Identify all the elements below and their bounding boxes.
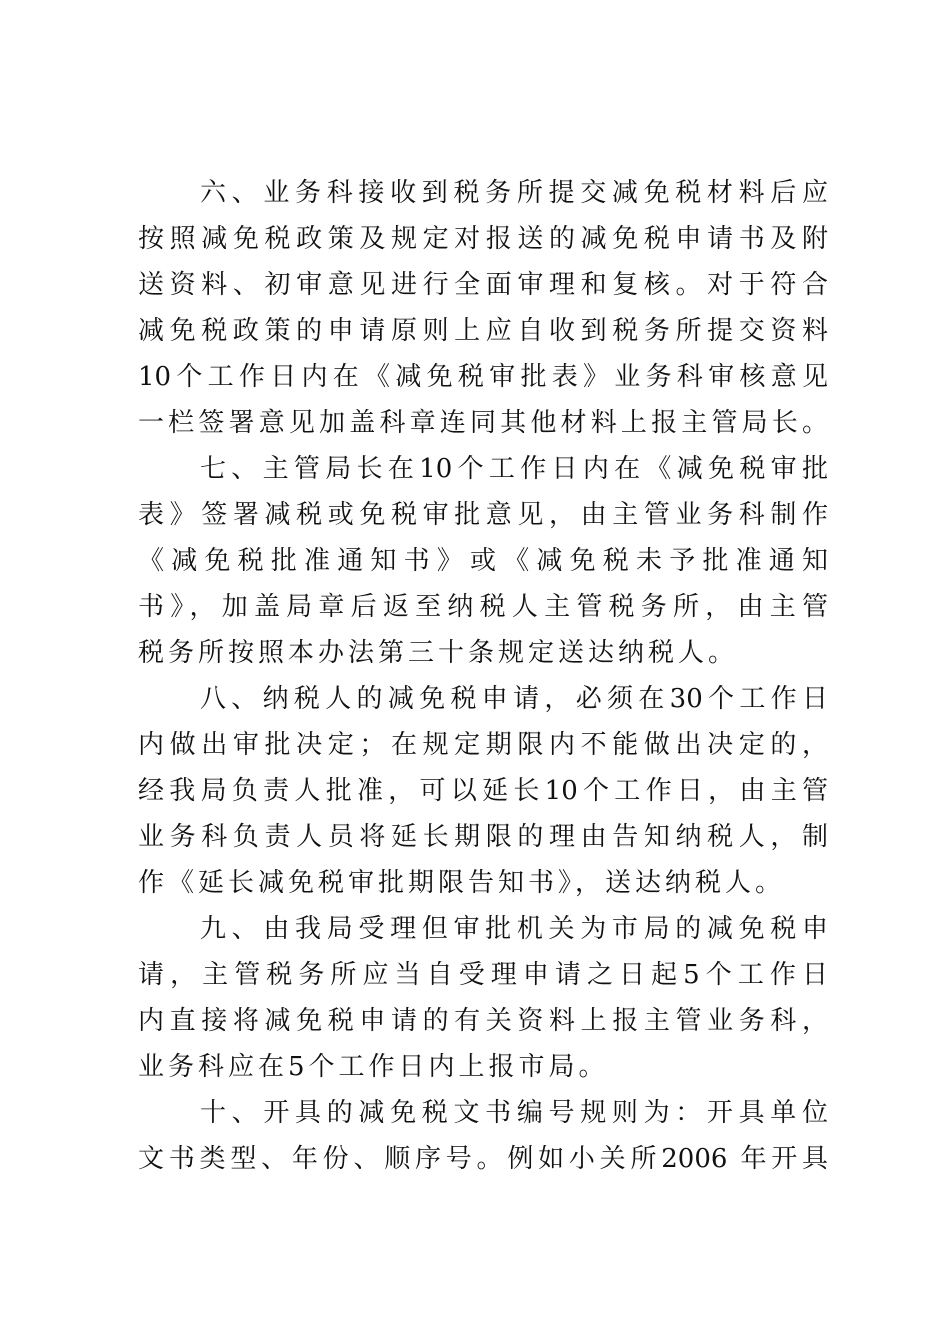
paragraph-6-line-4: 减免税政策的申请原则上应自收到税务所提交资料	[138, 316, 828, 346]
paragraph-6-line-2: 按照减免税政策及规定对报送的减免税申请书及附	[138, 224, 828, 254]
paragraph-6-line-6: 一栏签署意见加盖科章连同其他材料上报主管局长。	[138, 408, 828, 438]
document-body	[138, 170, 828, 1182]
paragraph-8-line-4: 业务科负责人员将延长期限的理由告知纳税人，制	[138, 822, 828, 852]
paragraph-10-line-1: 十、开具的减免税文书编号规则为：开具单位	[200, 1098, 828, 1128]
paragraph-9-line-3: 内直接将减免税申请的有关资料上报主管业务科，	[138, 1006, 828, 1036]
paragraph-6-line-3: 送资料、初审意见进行全面审理和复核。对于符合	[138, 270, 828, 300]
paragraph-7-line-1: 七、主管局长在10个工作日内在《减免税审批	[200, 454, 828, 484]
paragraph-9-line-1: 九、由我局受理但审批机关为市局的减免税申	[200, 914, 828, 944]
paragraph-9-line-4: 业务科应在5个工作日内上报市局。	[138, 1052, 609, 1082]
paragraph-8-line-5: 作《延长减免税审批期限告知书》，送达纳税人。	[138, 868, 786, 898]
paragraph-7-line-3: 《减免税批准通知书》或《减免税未予批准通知	[138, 546, 828, 576]
paragraph-7-line-5: 税务所按照本办法第三十条规定送达纳税人。	[138, 638, 739, 668]
paragraph-8-line-1: 八、纳税人的减免税申请，必须在30个工作日	[200, 684, 828, 714]
paragraph-7-line-4: 书》，加盖局章后返至纳税人主管税务所，由主管	[138, 592, 828, 622]
paragraph-8-line-2: 内做出审批决定；在规定期限内不能做出决定的，	[138, 730, 828, 760]
paragraph-6-line-1: 六、业务科接收到税务所提交减免税材料后应	[200, 178, 828, 208]
paragraph-7-line-2: 表》签署减税或免税审批意见，由主管业务科制作	[138, 500, 828, 530]
paragraph-6-line-5: 10个工作日内在《减免税审批表》业务科审核意见	[138, 362, 828, 392]
paragraph-10-line-2: 文书类型、年份、顺序号。例如小关所2006 年开具	[138, 1144, 828, 1174]
paragraph-9-line-2: 请，主管税务所应当自受理申请之日起5个工作日	[138, 960, 828, 990]
paragraph-8-line-3: 经我局负责人批准，可以延长10个工作日，由主管	[138, 776, 828, 806]
